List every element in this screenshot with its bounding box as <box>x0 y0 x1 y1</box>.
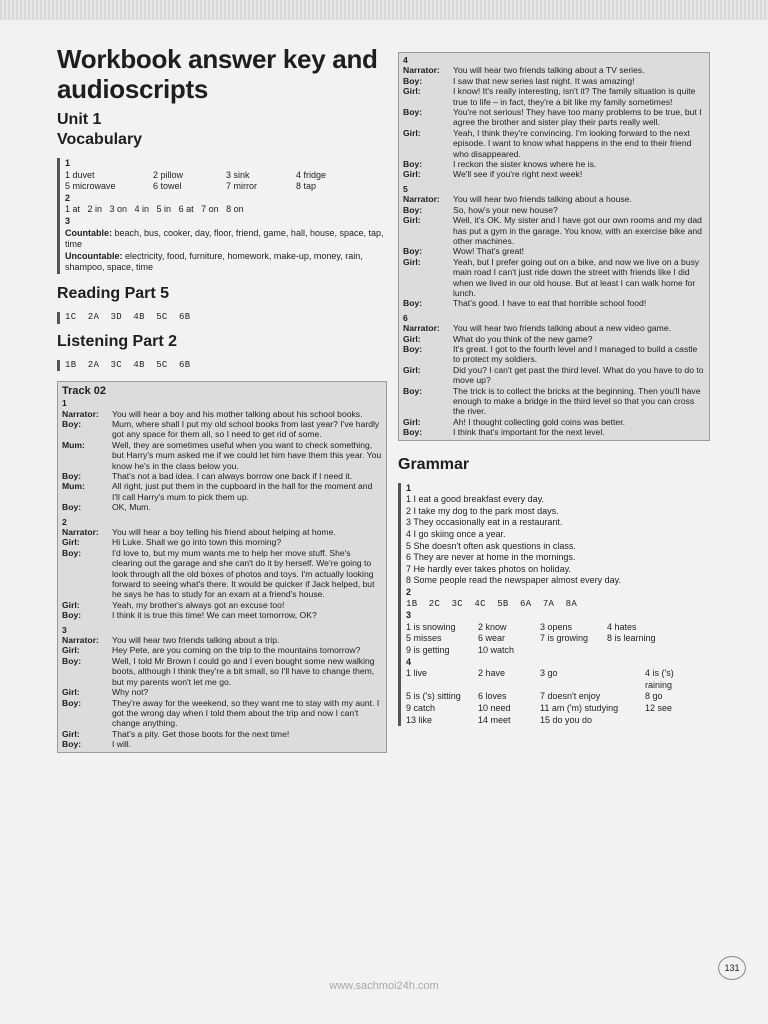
speaker-label: Boy: <box>403 343 423 354</box>
track-part-number: 4 <box>403 55 408 65</box>
speaker-label: Boy: <box>403 298 423 309</box>
dialogue-text: Yeah, but I prefer going out on a bike, and now we live on a busy main road I can't just ride down the street with friends like I did when we lived in our old house. But at least I can walk home for lunch. <box>453 256 700 298</box>
right-column <box>398 52 710 726</box>
speaker-label: Boy: <box>62 418 82 429</box>
dialogue-line <box>403 194 705 204</box>
speaker-label: Boy: <box>62 547 82 558</box>
grammar-2-answers: 1B 2C 3C 4C 5B 6A 7A 8A <box>406 598 578 609</box>
grammar-answer: 11 am ('m) studying <box>540 702 619 713</box>
speaker-label: Boy: <box>62 655 82 666</box>
grammar-answer: 3 opens <box>540 621 573 632</box>
track-part-number: 6 <box>403 312 408 323</box>
speaker-label: Boy: <box>62 739 82 750</box>
speaker-label: Narrator: <box>403 65 440 76</box>
exercise-number: 1 <box>406 482 412 493</box>
speaker-label: Narrator: <box>62 527 99 537</box>
speaker-label: Boy: <box>403 75 423 86</box>
grammar-answer: 7 is growing <box>540 633 589 644</box>
speaker-label: Girl: <box>403 333 421 344</box>
dialogue-line <box>403 65 705 75</box>
grammar-answer: 12 see <box>645 702 673 713</box>
speaker-label: Girl: <box>403 215 421 226</box>
grammar-answer: 8 go <box>645 691 663 702</box>
dialogue-line <box>62 537 382 547</box>
grammar-sentence: 1 I eat a good breakfast every day. <box>406 494 544 505</box>
dialogue-line <box>62 440 382 471</box>
dialogue-text: So, how's your new house? <box>453 204 558 215</box>
dialogue-text: Mum, where shall I put my old school books from last year? I've hardly got any space for them all, so I need to get rid of some. <box>112 418 380 440</box>
unit-heading: Unit 1 <box>57 111 102 128</box>
dialogue-text: Hey Pete, are you coming on the trip to the mountains tomorrow? <box>112 645 361 656</box>
vocabulary-answers <box>57 158 387 274</box>
dialogue-line <box>403 298 705 308</box>
dialogue-line <box>403 169 705 179</box>
dialogue-line <box>403 386 705 417</box>
dialogue-line <box>62 729 382 739</box>
dialogue-text: What do you think of the new game? <box>453 333 593 344</box>
grammar-answer: 6 loves <box>478 691 507 702</box>
grammar-answer: 6 wear <box>478 633 506 644</box>
speaker-label: Girl: <box>403 364 421 375</box>
grammar-heading: Grammar <box>398 455 470 473</box>
watermark-text: www.sachmoi24h.com <box>329 980 439 992</box>
dialogue-text: We'll see if you're right next week! <box>453 169 583 180</box>
dialogue-text: I'd love to, but my mum wants me to help her move stuff. She's clearing out the garage and she can't do it by herself. We're going to look through all the old boxes of photos and toys. I'm actually looking forward to seeing what's there. It would be quicker if Jack helped, but he says he has to study for an exam at a friend's house. <box>112 547 375 600</box>
dialogue-line <box>403 417 705 427</box>
dialogue-text: You will hear two friends talking about a house. <box>453 194 632 205</box>
grammar-answer: 9 is getting <box>406 644 450 655</box>
dialogue-text: Why not? <box>112 687 149 698</box>
dialogue-line <box>403 86 705 107</box>
grammar-answer: 8 is learning <box>607 633 656 644</box>
dialogue-text: I think it is true this time! We can meet tomorrow, OK? <box>112 610 317 621</box>
dialogue-line <box>62 656 382 687</box>
uncountable-list <box>65 251 387 274</box>
dialogue-line <box>403 107 705 128</box>
dialogue-text: Yeah, my brother's always got an excuse too! <box>112 599 285 610</box>
speaker-label: Mum: <box>62 481 85 492</box>
grammar-answer: 13 like <box>406 714 433 725</box>
dialogue-text: I saw that new series last night. It was amazing! <box>453 75 635 86</box>
speaker-label: Narrator: <box>62 408 99 419</box>
dialogue-line <box>62 610 382 620</box>
exercise-number: 1 <box>65 158 71 168</box>
dialogue-line <box>403 427 705 437</box>
grammar-answer <box>645 715 695 727</box>
dialogue-text: You will hear two friends talking about a new video game. <box>453 323 671 334</box>
grammar-answer: 10 watch <box>478 644 515 655</box>
dialogue-text: I know! It's really interesting, isn't it? The family situation is quite true to life – in fact, they're a bit like my family sometimes! <box>453 86 696 107</box>
track-part-number: 3 <box>62 624 67 635</box>
dialogue-text: Wow! That's great! <box>453 246 525 257</box>
vocab-answer: 5 microwave <box>65 181 116 192</box>
page-number-badge: 131 <box>718 956 746 980</box>
dialogue-text: I reckon the sister knows where he is. <box>453 159 597 170</box>
dialogue-line <box>62 698 382 729</box>
dialogue-line <box>403 344 705 365</box>
dialogue-line <box>403 334 705 344</box>
grammar-answer: 10 need <box>478 702 511 713</box>
dialogue-line <box>403 365 705 386</box>
dialogue-line <box>62 635 382 645</box>
vocabulary-heading: Vocabulary <box>57 131 143 148</box>
dialogue-line <box>62 687 382 697</box>
track-02-continued-box <box>398 52 710 441</box>
dialogue-text: The trick is to collect the bricks at the beginning. Then you'll have enough to make a bridge in the third level so that you can cross the river. <box>453 385 701 417</box>
track-script-left <box>62 398 382 749</box>
left-column <box>57 44 387 753</box>
grammar-answer: 14 meet <box>478 714 511 725</box>
speaker-label: Girl: <box>403 127 421 138</box>
grammar-answer: 7 doesn't enjoy <box>540 691 601 702</box>
exercise-number: 3 <box>65 215 71 226</box>
grammar-answer: 15 do you do <box>540 714 593 725</box>
grammar-answer: 1 live <box>406 668 428 679</box>
reading-answers: 1C 2A 3D 4B 5C 6B <box>57 312 387 324</box>
speaker-label: Boy: <box>62 470 82 481</box>
speaker-label: Narrator: <box>62 635 99 646</box>
grammar-answers <box>398 483 710 726</box>
track-02-box <box>57 381 387 752</box>
speaker-label: Boy: <box>62 697 82 708</box>
dialogue-text: You will hear two friends talking about a TV series. <box>453 65 645 76</box>
grammar-answer: 2 have <box>478 668 506 679</box>
grammar-answer: 2 know <box>478 621 507 632</box>
grammar-sentence: 4 I go skiing once a year. <box>406 529 506 539</box>
grammar-answer <box>607 645 677 657</box>
grammar-answer <box>540 645 607 657</box>
vocab-answer: 8 tap <box>296 181 317 192</box>
exercise-number: 2 <box>65 192 71 203</box>
dialogue-text: That's a pity. Get those boots for the next time! <box>112 728 290 739</box>
speaker-label: Girl: <box>403 416 421 427</box>
dialogue-line <box>62 481 382 502</box>
dialogue-text: I think that's important for the next level. <box>453 427 605 438</box>
grammar-answer: 1 is snowing <box>406 621 456 632</box>
speaker-label: Narrator: <box>403 194 440 205</box>
grammar-sentence: 8 Some people read the newspaper almost every day. <box>406 575 621 586</box>
dialogue-line <box>62 502 382 512</box>
dialogue-text: Well, they are sometimes useful when you want to check something, but Harry's mum asked me if we could let him have them this year. You know he's in the class below you. <box>112 439 382 471</box>
speaker-label: Boy: <box>403 107 423 118</box>
dialogue-text: Well, I told Mr Brown I could go and I even bought some new walking boots, although I think they're a bit small, so I'll have to change them, but my parents won't let me go. <box>112 655 375 687</box>
dialogue-text: You're not serious! They have too many problems to be true, but I agree the brother and sister play their parts really well. <box>453 107 702 128</box>
grammar-sentence: 3 They occasionally eat in a restaurant. <box>406 517 563 528</box>
grammar-4-grid <box>406 668 710 726</box>
speaker-label: Boy: <box>403 159 423 170</box>
grammar-sentence: 6 They are never at home in the mornings. <box>406 552 576 563</box>
track-part-number: 5 <box>403 183 408 194</box>
grammar-sentence: 7 He hardly ever takes photos on holiday. <box>406 563 571 574</box>
grammar-answer: 4 hates <box>607 621 637 632</box>
uncountable-words: electricity, food, furniture, homework, make-up, money, rain, shampoo, space, time <box>65 250 363 273</box>
dialogue-line <box>403 257 705 299</box>
dialogue-text: You will hear a boy and his mother talking about his school books. <box>112 408 363 419</box>
dialogue-line <box>62 419 382 440</box>
dialogue-line <box>62 471 382 481</box>
speaker-label: Girl: <box>403 256 421 267</box>
track-part-number: 2 <box>62 516 67 527</box>
vocabulary-1-grid <box>65 170 387 193</box>
listening-heading: Listening Part 2 <box>57 332 178 350</box>
top-edge-strip <box>0 0 768 20</box>
grammar-answer: 5 misses <box>406 633 442 644</box>
reading-heading: Reading Part 5 <box>57 284 170 302</box>
speaker-label: Boy: <box>62 502 82 513</box>
dialogue-line <box>62 409 382 419</box>
speaker-label: Boy: <box>62 610 82 621</box>
dialogue-line <box>403 76 705 86</box>
speaker-label: Girl: <box>62 728 80 739</box>
dialogue-text: Well, it's OK. My sister and I have got our own rooms and my dad has put a gym in the garage. You know, with an exercise bike and other machines. <box>453 215 702 246</box>
vocab-answer: 6 towel <box>153 181 182 192</box>
grammar-answer: 3 go <box>540 668 558 679</box>
dialogue-line <box>403 128 705 159</box>
dialogue-line <box>403 205 705 215</box>
vocabulary-2-answers: 1 at 2 in 3 on 4 in 5 in 6 at 7 on 8 on <box>65 204 244 215</box>
grammar-sentence: 2 I take my dog to the park most days. <box>406 505 559 516</box>
speaker-label: Girl: <box>403 169 421 180</box>
dialogue-text: OK, Mum. <box>112 502 151 513</box>
page-title: Workbook answer key and audioscripts <box>57 44 378 104</box>
grammar-1-list <box>406 494 710 587</box>
speaker-label: Girl: <box>62 599 80 610</box>
dialogue-line <box>62 645 382 655</box>
track-script-right <box>403 55 705 438</box>
grammar-answer: 5 is ('s) sitting <box>406 691 461 702</box>
dialogue-text: All right, just put them in the cupboard in the hall for the moment and I'll call Harry's mum to pick them up. <box>112 481 373 502</box>
vocab-answer: 1 duvet <box>65 169 95 180</box>
speaker-label: Boy: <box>403 385 423 396</box>
dialogue-text: That's good. I have to eat that horrible school food! <box>453 298 647 309</box>
vocab-answer: 2 pillow <box>153 169 184 180</box>
dialogue-line <box>62 600 382 610</box>
dialogue-line <box>62 527 382 537</box>
exercise-number: 2 <box>406 586 412 597</box>
vocab-answer: 4 fridge <box>296 169 327 180</box>
countable-words: beach, bus, cooker, day, floor, friend, game, hall, house, space, tap, time <box>65 227 384 250</box>
speaker-label: Boy: <box>403 427 423 438</box>
dialogue-text: It's great. I got to the fourth level and I managed to build a castle to protect my soldiers. <box>453 343 698 365</box>
dialogue-line <box>62 548 382 600</box>
speaker-label: Mum: <box>62 439 85 450</box>
exercise-number: 4 <box>406 656 412 667</box>
speaker-label: Girl: <box>62 645 80 656</box>
speaker-label: Girl: <box>62 687 80 698</box>
exercise-number: 3 <box>406 610 412 621</box>
grammar-sentence: 5 She doesn't often ask questions in class. <box>406 540 576 551</box>
countable-list <box>65 228 387 251</box>
uncountable-label: Uncountable: <box>65 250 123 261</box>
countable-label: Countable: <box>65 227 112 238</box>
vocab-answer: 7 mirror <box>226 181 257 192</box>
speaker-label: Narrator: <box>403 323 440 334</box>
grammar-answer: 9 catch <box>406 702 436 713</box>
listening-answers: 1B 2A 3C 4B 5C 6B <box>57 360 387 372</box>
track-heading: Track 02 <box>62 385 107 398</box>
dialogue-text: I will. <box>112 739 132 750</box>
speaker-label: Girl: <box>62 537 80 548</box>
dialogue-line <box>403 323 705 333</box>
speaker-label: Boy: <box>403 204 423 215</box>
dialogue-line <box>62 739 382 749</box>
vocab-answer: 3 sink <box>226 169 250 180</box>
dialogue-text: Yeah, I think they're convincing. I'm looking forward to the next episode. I want to know what happens in the end to their friend who disappeared. <box>453 127 692 159</box>
dialogue-line <box>403 159 705 169</box>
dialogue-text: They're away for the weekend, so they want me to stay with my aunt. I got the wrong day when I told them about the trip and now I can't change anything. <box>112 697 380 729</box>
dialogue-text: Did you? I can't get past the third level. What do you have to do to move up? <box>453 364 704 386</box>
dialogue-text: You will hear a boy telling his friend about helping at home. <box>112 527 336 537</box>
dialogue-text: You will hear two friends talking about a trip. <box>112 635 280 646</box>
dialogue-line <box>403 215 705 246</box>
track-part-number: 1 <box>62 398 67 409</box>
dialogue-line <box>403 246 705 256</box>
speaker-label: Girl: <box>403 86 421 97</box>
speaker-label: Boy: <box>403 246 423 257</box>
dialogue-text: Ah! I thought collecting gold coins was better. <box>453 416 625 427</box>
grammar-3-grid <box>406 622 710 657</box>
dialogue-text: Hi Luke. Shall we go into town this morning? <box>112 537 282 548</box>
dialogue-text: That's not a bad idea. I can always borrow one back if I need it. <box>112 470 353 481</box>
grammar-answer: 4 is ('s) raining <box>645 668 674 690</box>
